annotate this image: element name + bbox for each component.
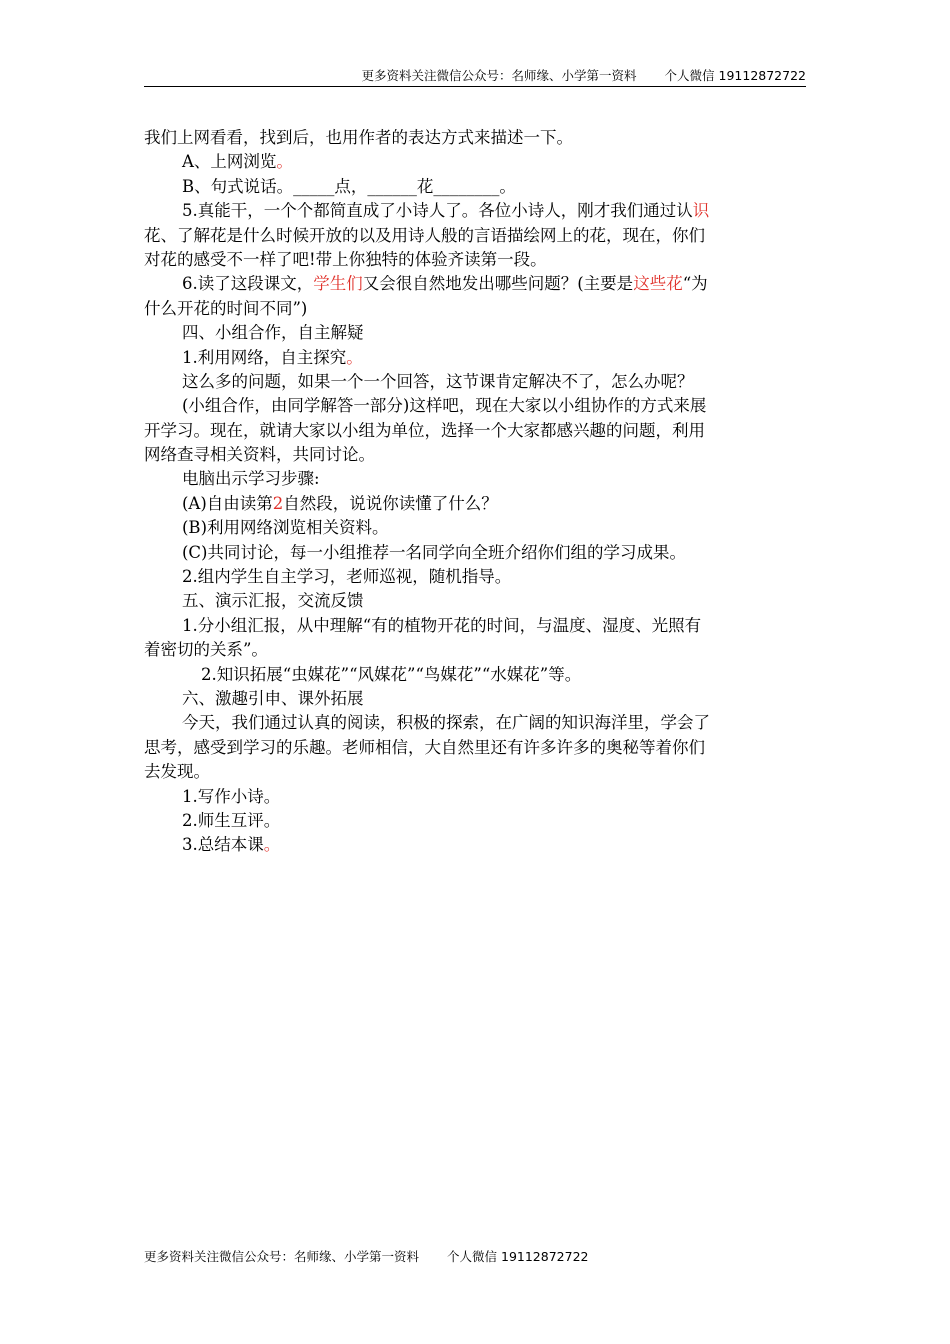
text-line: 着密切的关系”。 (144, 640, 268, 660)
text-line: (小组合作，由同学解答一部分)这样吧，现在大家以小组协作的方式来展 (182, 396, 707, 416)
text-line: B、句式说话。_____点，______花________。 (182, 176, 516, 196)
text-line: 我们上网看看，找到后，也用作者的表达方式来描述一下。 (144, 128, 573, 147)
text-line: 网络查寻相关资料，共同讨论。 (144, 445, 375, 465)
text-line: 思考，感受到学习的乐趣。老师相信，大自然里还有许多许多的奥秘等着你们 (144, 737, 705, 757)
text-line: 对花的感受不一样了吧!带上你独特的体验齐读第一段。 (144, 249, 547, 269)
text-line: 2.知识拓展“虫媒花”“风媒花”“鸟媒花”“水媒花”等。 (201, 664, 582, 684)
highlight-run: 学生们 (313, 274, 363, 294)
section-heading: 五、演示汇报，交流反馈 (182, 591, 364, 611)
header-wechat: 个人微信 19112872722 (664, 68, 806, 83)
text-line: 2.组内学生自主学习，老师巡视，随机指导。 (182, 567, 512, 587)
text-line (144, 346, 806, 370)
text-run: (A)自由读第 (182, 493, 273, 513)
text-line (144, 833, 806, 857)
text-line: 花、了解花是什么时候开放的以及用诗人般的言语描绘网上的花，现在，你们 (144, 225, 705, 245)
text-line: 这么多的问题，如果一个一个回答，这节课肯定解决不了，怎么办呢？ (182, 371, 694, 391)
text-line: 去发现。 (144, 762, 210, 782)
text-run: 又会很自然地发出哪些问题？(主要是 (362, 274, 634, 294)
text-line: (B)利用网络浏览相关资料。 (182, 518, 389, 538)
text-line: 开学习。现在，就请大家以小组为单位，选择一个大家都感兴趣的问题，利用 (144, 420, 705, 440)
text-line: 2.师生互评。 (182, 810, 281, 830)
footer-text: 更多资料关注微信公众号：名师缘、小学第一资料 (144, 1249, 420, 1264)
text-run: 6.读了这段课文， (182, 274, 314, 294)
highlight-run: 。 (276, 152, 293, 172)
highlight-run: 。 (263, 835, 281, 855)
section-heading: 六、激趣引申、课外拓展 (182, 688, 364, 708)
text-run: “为 (682, 274, 708, 294)
footer-wechat: 个人微信 19112872722 (447, 1249, 589, 1264)
text-line (144, 150, 806, 174)
header-text: 更多资料关注微信公众号：名师缘、小学第一资料 (361, 68, 637, 83)
highlight-run: 2 (272, 493, 284, 513)
text-run: 自然段，说说你读懂了什么？ (283, 493, 498, 513)
document-body (144, 126, 806, 858)
page-footer (144, 1247, 588, 1265)
section-heading: 四、小组合作，自主解疑 (182, 323, 364, 343)
text-line: 电脑出示学习步骤: (182, 469, 320, 489)
text-run: A、上网浏览 (182, 152, 277, 172)
text-line: (C)共同讨论，每一小组推荐一名同学向全班介绍你们组的学习成果。 (182, 542, 686, 562)
text-run: 5.真能干，一个个都简直成了小诗人了。各位小诗人，刚才我们通过认 (182, 201, 693, 221)
text-line (144, 199, 806, 223)
text-run: 3.总结本课 (182, 835, 264, 855)
highlight-run: 识 (692, 201, 710, 221)
text-line (144, 492, 806, 516)
text-run: 1.利用网络，自主探究 (182, 347, 347, 367)
text-line: 什么开花的时间不同”) (144, 298, 308, 318)
text-line: 今天，我们通过认真的阅读，积极的探索，在广阔的知识海洋里，学会了 (182, 713, 710, 733)
page-header (144, 66, 806, 86)
text-line (144, 272, 806, 296)
text-line: 1.分小组汇报，从中理解“有的植物开花的时间，与温度、湿度、光照有 (182, 615, 702, 635)
header-rule (144, 86, 806, 87)
highlight-run: 。 (346, 347, 363, 367)
highlight-run: 这些花 (633, 274, 683, 294)
text-line: 1.写作小诗。 (182, 786, 281, 806)
